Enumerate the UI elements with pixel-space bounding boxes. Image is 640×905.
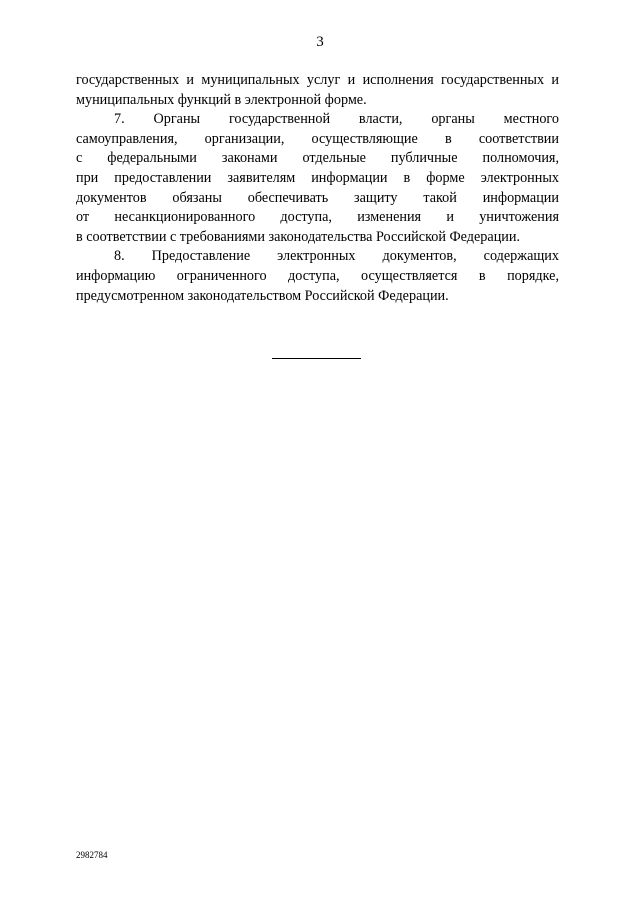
document-body: [76, 71, 559, 306]
text-line: информацию ограниченного доступа, осуществляется в порядке,: [76, 267, 559, 284]
text-line: от несанкционированного доступа, изменения и уничтожения: [76, 209, 559, 226]
text-line: документов обязаны обеспечивать защиту такой информации: [76, 189, 559, 206]
text-line: с федеральными законами отдельные публичные полномочия,: [76, 150, 559, 167]
document-code: 2982784: [76, 850, 108, 860]
paragraph-continuation: [76, 71, 559, 110]
text-line: предусмотренном законодательством Российской Федерации.: [76, 287, 449, 304]
text-line: в соответствии с требованиями законодательства Российской Федерации.: [76, 228, 521, 245]
text-line: при предоставлении заявителям информации в форме электронных: [76, 169, 559, 186]
end-separator-line: [272, 358, 361, 359]
text-line: муниципальных функций в электронной форме.: [76, 91, 367, 108]
paragraph-item-8: [76, 247, 559, 306]
page-number: 3: [316, 34, 324, 50]
text-line: государственных и муниципальных услуг и исполнения государственных и: [76, 72, 559, 88]
text-line: 7. Органы государственной власти, органы местного: [114, 111, 559, 128]
text-line: 8. Предоставление электронных документов, содержащих: [114, 248, 559, 265]
paragraph-item-7: [76, 110, 559, 247]
text-line: самоуправления, организации, осуществляющие в соответствии: [76, 130, 559, 147]
